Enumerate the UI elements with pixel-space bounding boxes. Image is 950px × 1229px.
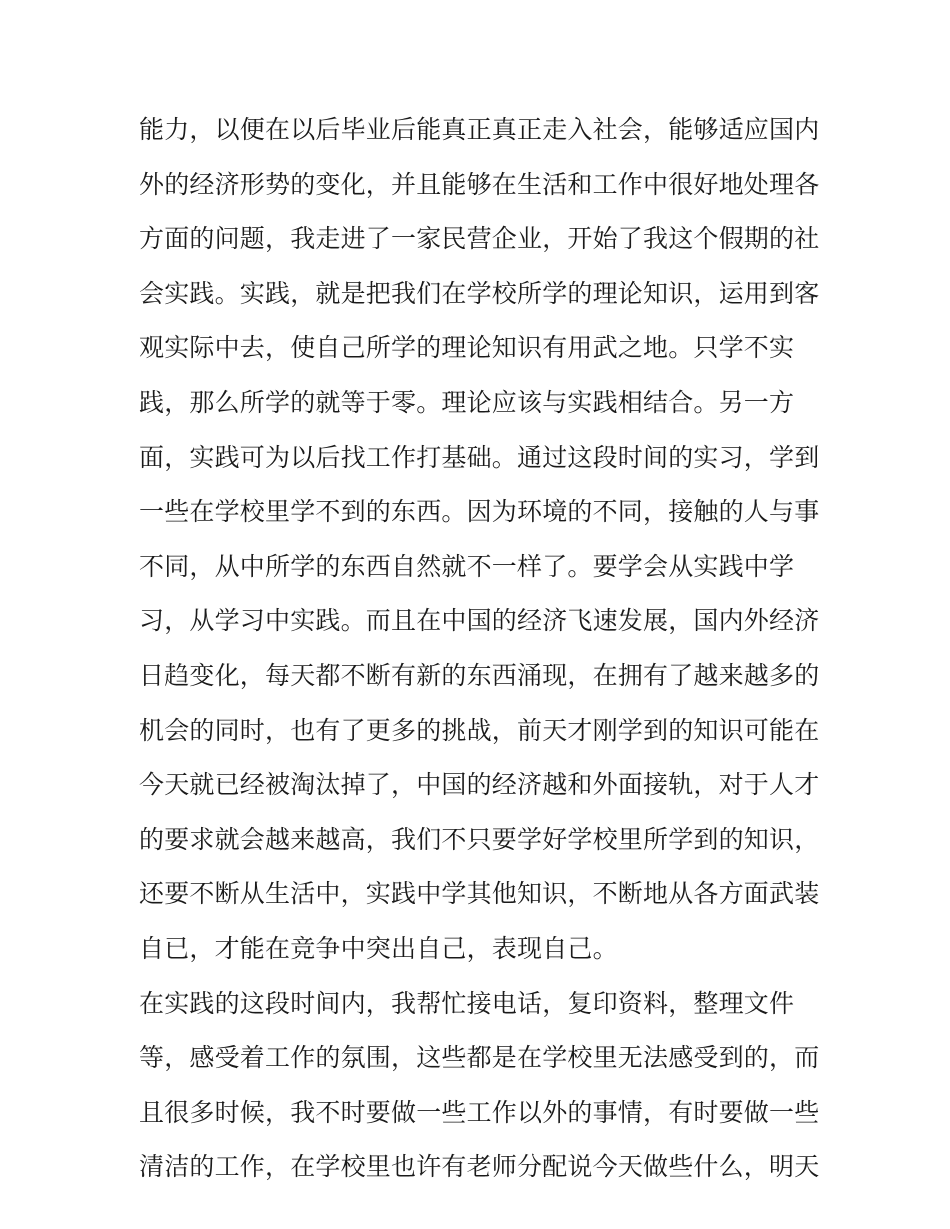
body-text xyxy=(139,103,819,1195)
text-line: 方面的问题，我走进了一家民营企业，开始了我这个假期的社 xyxy=(139,224,820,254)
text-line: 在实践的这段时间内，我帮忙接电话，复印资料，整理文件 xyxy=(139,988,795,1018)
text-line: 践，那么所学的就等于零。理论应该与实践相结合。另一方 xyxy=(139,387,795,417)
text-line: 不同，从中所学的东西自然就不一样了。要学会从实践中学 xyxy=(139,551,795,581)
text-line: 今天就已经被淘汰掉了，中国的经济越和外面接轨，对于人才 xyxy=(139,770,820,800)
text-line: 等，感受着工作的氛围，这些都是在学校里无法感受到的，而 xyxy=(139,1043,820,1073)
text-line: 且很多时候，我不时要做一些工作以外的事情，有时要做一些 xyxy=(139,1097,820,1127)
text-line: 观实际中去，使自己所学的理论知识有用武之地。只学不实 xyxy=(139,333,795,363)
text-line: 面，实践可为以后找工作打基础。通过这段时间的实习，学到 xyxy=(139,442,820,472)
text-line: 清洁的工作，在学校里也许有老师分配说今天做些什么，明天 xyxy=(139,1152,820,1182)
text-line: 能力，以便在以后毕业后能真正真正走入社会，能够适应国内 xyxy=(139,115,820,144)
text-line: 外的经济形势的变化，并且能够在生活和工作中很好地处理各 xyxy=(139,169,820,199)
text-line: 日趋变化，每天都不断有新的东西涌现，在拥有了越来越多的 xyxy=(139,660,820,690)
text-line: 会实践。实践，就是把我们在学校所学的理论知识，运用到客 xyxy=(139,278,820,308)
text-line: 自已，才能在竞争中突出自己，表现自己。 xyxy=(139,933,618,963)
text-line: 习，从学习中实践。而且在中国的经济飞速发展，国内外经济 xyxy=(139,606,820,636)
text-line: 机会的同时，也有了更多的挑战，前天才刚学到的知识可能在 xyxy=(139,715,820,745)
text-line: 的要求就会越来越高，我们不只要学好学校里所学到的知识， xyxy=(139,824,820,854)
text-line: 还要不断从生活中，实践中学其他知识，不断地从各方面武装 xyxy=(139,879,820,909)
text-line: 一些在学校里学不到的东西。因为环境的不同，接触的人与事 xyxy=(139,497,820,527)
